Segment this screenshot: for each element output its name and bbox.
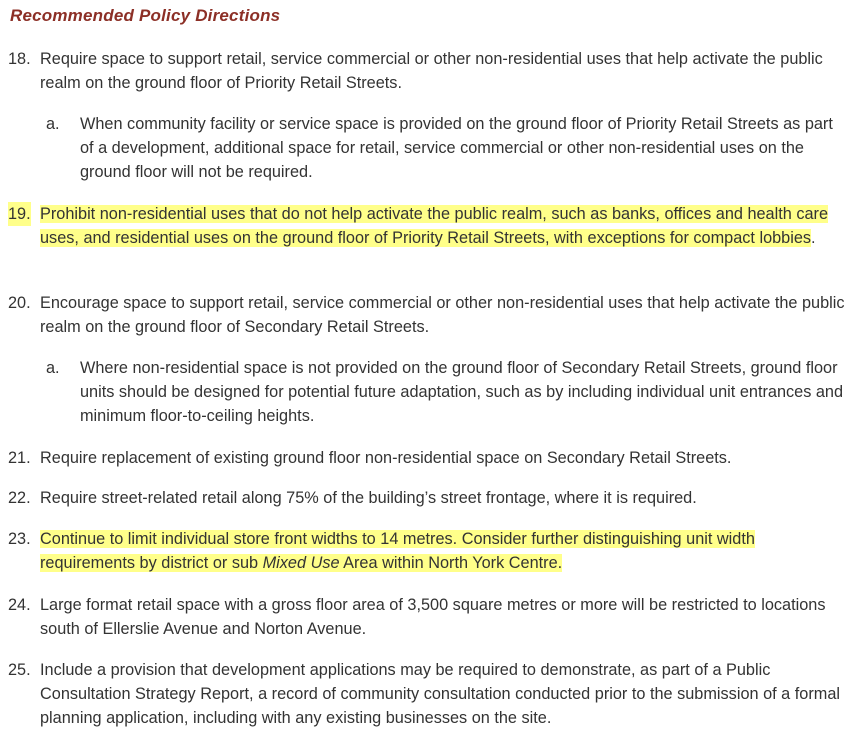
subitem-text: When community facility or service space is provided on the ground floor of Priority Retail Streets as part of a development, additional space for retail, service commercial or other non-residential uses on the ground floor will not be required.: [80, 115, 833, 182]
highlighted-text: Prohibit non-residential uses that do not help activate the public realm, such as banks, offices and health care uses, and residential uses on the ground floor of Priority Retail Streets, with exceptions for compact lobbies: [40, 205, 829, 248]
policy-item-19: [8, 202, 848, 250]
item-text: Include a provision that development applications may be required to demonstrate, as part of a Public Consultation Strategy Report, a record of community consultation conducted prior to the submission of a formal planning application, including with any existing businesses on the site.: [40, 661, 840, 728]
subitem-letter: a.: [46, 359, 60, 377]
policy-item-24: [8, 593, 848, 641]
policy-item-20a: [46, 356, 846, 429]
policy-item-21: [8, 446, 848, 470]
policy-item-18a: [46, 112, 846, 185]
highlighted-text: [40, 530, 755, 572]
item-text: Encourage space to support retail, service commercial or other non-residential uses that help activate the public realm on the ground floor of Secondary Retail Streets.: [40, 294, 845, 337]
item-text-part-a: Continue to limit individual store front widths to 14 metres. Consider further distinguishing unit width requirements by district or sub: [40, 530, 755, 573]
item-number: 20.: [8, 294, 31, 312]
subitem-letter: a.: [46, 115, 60, 133]
policy-item-22: [8, 486, 848, 510]
section-heading: Recommended Policy Directions: [10, 6, 281, 25]
subitem-text: Where non-residential space is not provided on the ground floor of Secondary Retail Streets, ground floor units should be designed for potential future adaptation, such as by including individual unit entrances and minimum floor-to-ceiling heights.: [80, 359, 844, 426]
item-number: 24.: [8, 596, 31, 614]
emphasis-text: Mixed Use: [262, 554, 340, 573]
policy-item-20: [8, 291, 848, 339]
item-number: 21.: [8, 449, 31, 467]
item-text: Require space to support retail, service commercial or other non-residential uses that help activate the public realm on the ground floor of Priority Retail Streets.: [40, 50, 823, 93]
item-number: 22.: [8, 489, 31, 507]
policy-item-18: [8, 47, 848, 95]
item-text: Require replacement of existing ground floor non-residential space on Secondary Retail Streets.: [40, 449, 732, 467]
item-text: Large format retail space with a gross floor area of 3,500 square metres or more will be restricted to locations south of Ellerslie Avenue and Norton Avenue.: [40, 596, 826, 639]
item-number: 23.: [8, 530, 31, 548]
item-number: 25.: [8, 661, 31, 679]
item-text-part-b: Area within North York Centre.: [339, 554, 563, 573]
item-number: 18.: [8, 50, 31, 68]
item-text-tail: .: [811, 229, 816, 248]
policy-item-23: [8, 527, 848, 575]
item-text: Require street-related retail along 75% of the building’s street frontage, where it is required.: [40, 489, 697, 507]
policy-item-25: [8, 658, 848, 731]
item-number: 19.: [8, 202, 31, 226]
